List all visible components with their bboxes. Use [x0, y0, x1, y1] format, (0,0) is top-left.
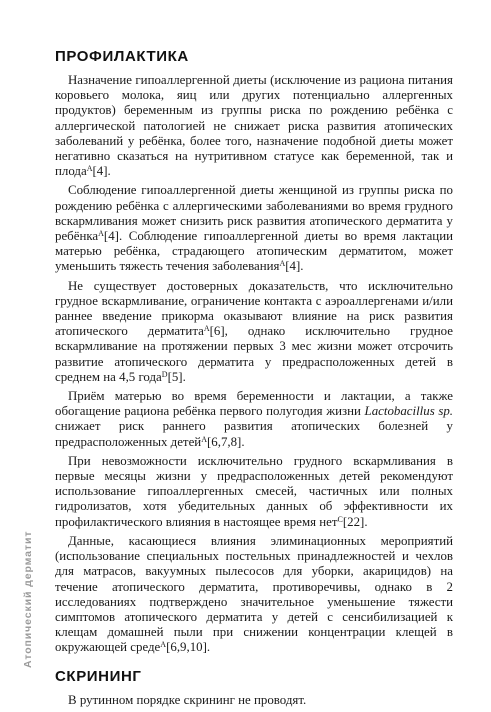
reference: [6], [209, 324, 228, 339]
paragraph-screening: В рутинном порядке скрининг не проводят. [68, 692, 307, 707]
paragraph-text: Соблюдение гипоаллергенной диеты во время лактации матерью ребёнка, страдающего атопическим дерматитом, может уменьшить тяжесть течения заболевания [55, 229, 453, 274]
evidence-level: А [98, 229, 104, 239]
reference: [4]. [285, 259, 304, 274]
reference: [22]. [342, 514, 368, 529]
section-title-prevention: ПРОФИЛАКТИКА [55, 48, 189, 65]
paragraph-text: однако исключительно грудное вскармливание на протяжении первых 3 мес жизни может отсрочить развитие атопического дерматита у предрасположенных детей в среднем на 4,5 года [55, 324, 454, 384]
reference: [5]. [167, 369, 186, 384]
paragraph-text: Не существует достоверных доказательств, что исключительно грудное вскармливание, ограничение контакта с аэроаллергенами и/или раннее введение прикорма оказывают влияние на риск развития атопического дерматита [55, 278, 453, 339]
latin-name: Lactobacillus sp. [364, 404, 454, 419]
reference: [6,9,10]. [166, 640, 211, 655]
reference: [6,7,8]. [206, 434, 245, 449]
paragraph-text: При невозможности исключительно грудного вскармливания в первые месяцы жизни у предрасположенных детей рекомендуют использование гипоаллергенных смесей, частичных или полных гидролизатов, хотя убедительных данных об эффективности их профилактического влияния в настоящее время нет [55, 453, 453, 529]
evidence-level: D [161, 369, 168, 379]
reference: [4]. [103, 229, 123, 244]
evidence-level: А [203, 324, 210, 334]
paragraph-text: Назначение гипоаллергенной диеты (исключение из рациона питания коровьего молока, яиц или других потенциально аллергенных продуктов) беременным из группы риска по рождению ребёнка с аллергической патологией не снижает риска развития атопических заболеваний у ребёнка, более того, назначение подобной диеты может негативно сказаться на нутритивном статусе как беременной, так и плода [55, 73, 453, 179]
evidence-level: С [337, 514, 343, 524]
evidence-level: А [279, 259, 286, 269]
paragraph-text: Приём матерью во время беременности и лактации, а также обогащение рациона ребёнка первого полугодия жизни [55, 389, 453, 419]
paragraph-probiotics [55, 389, 453, 450]
paragraph-hypoallergenic-formulas [55, 454, 453, 530]
paragraph-diet-pregnancy [55, 73, 453, 179]
paragraph-breastfeeding [55, 279, 453, 385]
section-screening [55, 668, 453, 708]
paragraph-diet-lactation [55, 183, 453, 274]
evidence-level: А [160, 640, 167, 650]
side-running-title: Атопический дерматит [22, 530, 34, 668]
page-content [55, 48, 453, 712]
evidence-level: А [86, 164, 93, 174]
paragraph-text: снижает риск раннего развития атопических болезней у предрасположенных детей [55, 419, 453, 449]
paragraph-elimination-measures [55, 534, 453, 656]
evidence-level: А [201, 434, 207, 444]
paragraph-text: Соблюдение гипоаллергенной диеты женщиной из группы риска по рождению ребёнка с аллергическими заболеваниями во время грудного вскармливания может снизить риск развития атопического дерматита у ребёнка [55, 183, 453, 244]
section-title-screening: СКРИНИНГ [55, 667, 142, 685]
reference: [4]. [92, 164, 111, 179]
paragraph-text: Данные, касающиеся влияния элиминационных мероприятий (использование специальных постельных принадлежностей и чехлов для матрасов, вакуумных пылесосов для уборки, акарицидов) на течение атопического дерматита, противоречивы, однако в 2 исследованиях подтверждено значительное уменьшение тяжести симптомов атопического дерматита у детей с сенсибилизацией к клещам домашней пыли при снижении концентрации клещей в окружающей среде [55, 533, 453, 655]
